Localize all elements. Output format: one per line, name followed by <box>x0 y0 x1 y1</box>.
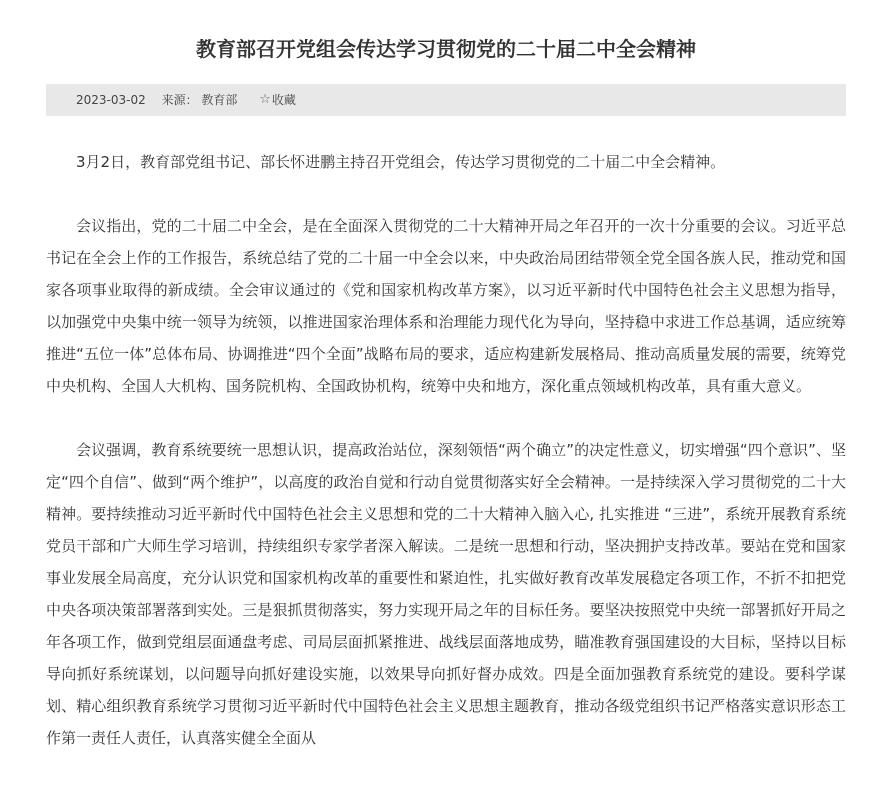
favorite-button[interactable] <box>259 84 296 116</box>
article-body <box>46 146 846 786</box>
article-meta-bar <box>46 84 846 116</box>
star-icon: ☆ <box>259 92 271 107</box>
source-label: 来源： <box>161 93 198 107</box>
article <box>46 0 846 747</box>
paragraph: 会议强调，教育系统要统一思想认识，提高政治站位，深刻领悟“两个确立”的决定性意义，切实增强“四个意识”、坚定“四个自信”、做到“两个维护”，以高度的政治自觉和行动自觉贯彻落实好全会精神。一是持续深入学习贯彻党的二十大精神。要持续推动习近平新时代中国特色社会主义思想和党的二十大精神入脑入心, 扎实推进 “三进”，系统开展教育系统党员干部和广大师生学习培训，持续组织专家学者深入解读。二是统一思想和行动，坚决拥护支持改革。要站在党和国家事业发展全局高度，充分认识党和国家机构改革的重要性和紧迫性，扎实做好教育改革发展稳定各项工作，不折不扣把党中央各项决策部署落到实处。三是狠抓贯彻落实，努力实现开局之年的目标任务。要坚决按照党中央统一部署抓好开局之年各项工作，做到党组层面通盘考虑、司局层面抓紧推进、战线层面落地成势，瞄准教育强国建设的大目标，坚持以目标导向抓好系统谋划，以问题导向抓好建设实施，以效果导向抓好督办成效。四是全面加强教育系统党的建设。要科学谋划、精心组织教育系统学习贯彻习近平新时代中国特色社会主义思想主题教育，推动各级党组织书记严格落实意识形态工作第一责任人责任，认真落实健全全面从 <box>46 441 846 747</box>
paragraph: 3月2日，教育部党组书记、部长怀进鹏主持召开党组会，传达学习贯彻党的二十届二中全会精神。 <box>76 153 726 171</box>
publish-date: 2023-03-02 <box>76 93 146 107</box>
paragraph: 会议指出，党的二十届二中全会，是在全面深入贯彻党的二十大精神开局之年召开的一次十分重要的会议。习近平总书记在全会上作的工作报告，系统总结了党的二十届一中全会以来，中央政治局团结带领全党全国各族人民，推动党和国家各项事业取得的新成绩。全会审议通过的《党和国家机构改革方案》，以习近平新时代中国特色社会主义思想为指导，以加强党中央集中统一领导为统领，以推进国家治理体系和治理能力现代化为导向，坚持稳中求进工作总基调，适应统筹推进“五位一体”总体布局、协调推进“四个全面”战略布局的要求，适应构建新发展格局、推动高质量发展的需要，统筹党中央机构、全国人大机构、国务院机构、全国政协机构，统筹中央和地方，深化重点领域机构改革，具有重大意义。 <box>46 217 846 395</box>
article-title: 教育部召开党组会传达学习贯彻党的二十届二中全会精神 <box>196 37 696 61</box>
favorite-label: 收藏 <box>271 93 296 107</box>
source-name: 教育部 <box>201 93 238 107</box>
